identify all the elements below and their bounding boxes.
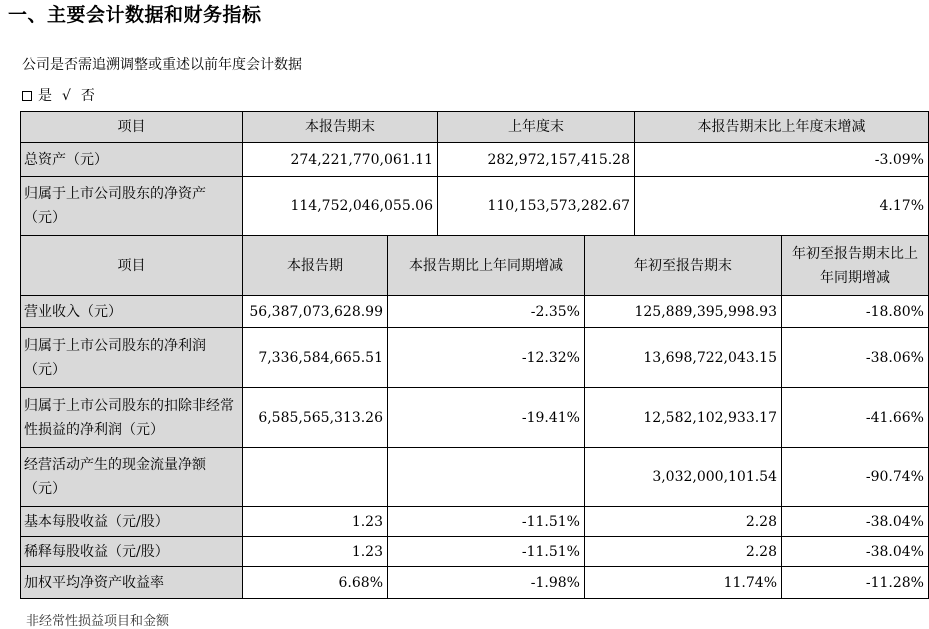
period-change-value: -1.98% — [388, 567, 585, 599]
ytd-change-value: -18.80% — [782, 296, 929, 328]
table-row — [21, 177, 929, 236]
table-row — [21, 507, 929, 537]
period-value: 1.23 — [243, 507, 388, 537]
ytd-value: 12,582,102,933.17 — [585, 388, 782, 448]
row-label: 营业收入（元） — [21, 296, 243, 328]
ytd-change-value: -38.04% — [782, 507, 929, 537]
financial-data-table — [20, 111, 929, 599]
row-label: 加权平均净资产收益率 — [21, 567, 243, 599]
ytd-value: 11.74% — [585, 567, 782, 599]
ytd-value: 2.28 — [585, 537, 782, 567]
ytd-value: 125,889,395,998.93 — [585, 296, 782, 328]
row-label: 稀释每股收益（元/股） — [21, 537, 243, 567]
period-change-value: -12.32% — [388, 328, 585, 388]
row-label: 基本每股收益（元/股） — [21, 507, 243, 537]
prior-year-end-value: 110,153,573,282.67 — [438, 177, 635, 236]
header-period-end-change: 本报告期末比上年度末增减 — [635, 112, 929, 143]
period-change-value: -11.51% — [388, 537, 585, 567]
ytd-change-value: -38.04% — [782, 537, 929, 567]
header-prior-year-end: 上年度末 — [438, 112, 635, 143]
check-mark-icon: √ — [62, 88, 71, 104]
header-item: 项目 — [21, 236, 243, 296]
ytd-value: 2.28 — [585, 507, 782, 537]
choice-yes-label: 是 — [38, 88, 52, 104]
ytd-change-value: -41.66% — [782, 388, 929, 448]
row-label: 归属于上市公司股东的扣除非经常性损益的净利润（元） — [21, 388, 243, 448]
period-value: 6,585,565,313.26 — [243, 388, 388, 448]
table-row — [21, 328, 929, 388]
choice-no-label: 否 — [80, 88, 95, 104]
header-period: 本报告期 — [243, 236, 388, 296]
period-value: 56,387,073,628.99 — [243, 296, 388, 328]
period-value — [243, 448, 388, 507]
table2-header-row — [21, 236, 929, 296]
period-change-value: -2.35% — [388, 296, 585, 328]
row-label: 归属于上市公司股东的净利润（元） — [21, 328, 243, 388]
period-value: 1.23 — [243, 537, 388, 567]
next-section-heading-cut: 非经常性损益项目和金额 — [26, 614, 170, 629]
period-end-value: 114,752,046,055.06 — [243, 177, 438, 236]
change-value: -3.09% — [635, 143, 929, 177]
checkbox-icon — [22, 91, 32, 101]
period-change-value: -11.51% — [388, 507, 585, 537]
row-label: 经营活动产生的现金流量净额（元） — [21, 448, 243, 507]
header-ytd: 年初至报告期末 — [585, 236, 782, 296]
change-value: 4.17% — [635, 177, 929, 236]
ytd-value: 3,032,000,101.54 — [585, 448, 782, 507]
restatement-choice — [22, 85, 95, 105]
table-row — [21, 143, 929, 177]
table-row — [21, 388, 929, 448]
header-period-change: 本报告期比上年同期增减 — [388, 236, 585, 296]
table-row — [21, 296, 929, 328]
table1-header-row — [21, 112, 929, 143]
table-row — [21, 448, 929, 507]
period-value: 7,336,584,665.51 — [243, 328, 388, 388]
row-label: 归属于上市公司股东的净资产（元） — [21, 177, 243, 236]
restatement-question: 公司是否需追溯调整或重述以前年度会计数据 — [22, 57, 302, 73]
header-item: 项目 — [21, 112, 243, 143]
table-row — [21, 537, 929, 567]
ytd-change-value: -11.28% — [782, 567, 929, 599]
header-period-end: 本报告期末 — [243, 112, 438, 143]
table-row — [21, 567, 929, 599]
period-value: 6.68% — [243, 567, 388, 599]
period-change-value — [388, 448, 585, 507]
ytd-change-value: -90.74% — [782, 448, 929, 507]
prior-year-end-value: 282,972,157,415.28 — [438, 143, 635, 177]
ytd-value: 13,698,722,043.15 — [585, 328, 782, 388]
period-end-value: 274,221,770,061.11 — [243, 143, 438, 177]
header-ytd-change: 年初至报告期末比上年同期增减 — [782, 236, 929, 296]
section-heading: 一、主要会计数据和财务指标 — [8, 4, 262, 26]
ytd-change-value: -38.06% — [782, 328, 929, 388]
row-label: 总资产（元） — [21, 143, 243, 177]
period-change-value: -19.41% — [388, 388, 585, 448]
